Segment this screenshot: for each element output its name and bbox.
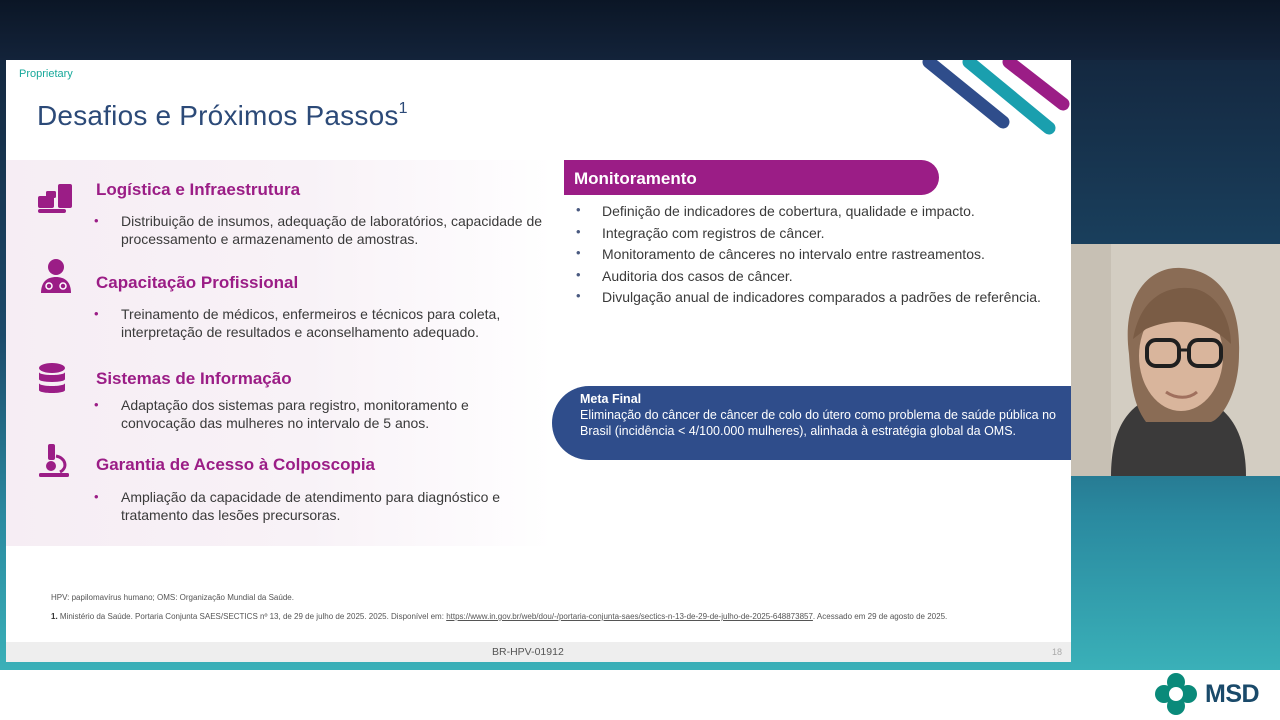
list-item <box>576 267 1066 289</box>
bullet-icon: • <box>94 489 99 504</box>
section-title: Logística e Infraestrutura <box>96 180 301 199</box>
list-item-text: Definição de indicadores de cobertura, qualidade e impacto. <box>602 203 975 219</box>
challenges-panel <box>6 160 552 546</box>
slide-code: BR-HPV-01912 <box>492 646 564 658</box>
section-title: Sistemas de Informação <box>96 369 292 388</box>
bullet-icon: • <box>94 213 99 228</box>
bullet-text: Adaptação dos sistemas para registro, monitoramento e convocação das mulheres no intervalo de 5 anos. <box>121 397 469 431</box>
presentation-slide <box>6 60 1071 662</box>
monitoramento-list <box>576 202 1066 310</box>
msd-logo-icon <box>1155 673 1197 715</box>
slide-title-text: Desafios e Próximos Passos <box>37 100 399 131</box>
slide-title <box>37 100 408 132</box>
monitoramento-header <box>564 160 939 195</box>
bullet-icon: • <box>94 306 99 321</box>
list-item-text: Divulgação anual de indicadores comparados a padrões de referência. <box>602 289 1041 305</box>
proprietary-label: Proprietary <box>19 68 73 80</box>
speaker-video <box>1071 244 1280 476</box>
decorative-stripes <box>911 60 1071 150</box>
brand-bar <box>0 670 1280 720</box>
microscope-icon <box>36 442 76 482</box>
bullet-text: Ampliação da capacidade de atendimento para diagnóstico e tratamento das lesões precursoras. <box>121 489 501 523</box>
list-item <box>576 245 1066 267</box>
doctor-icon <box>36 257 76 297</box>
reference-link[interactable]: https://www.in.gov.br/web/dou/-/portaria-conjunta-saes/sectics-n-13-de-29-de-julho-de-2025-648873857 <box>446 612 813 621</box>
bullet-icon: • <box>94 397 99 412</box>
section-title: Capacitação Profissional <box>96 273 299 292</box>
msd-logo-text: MSD <box>1205 680 1260 708</box>
reference-accessed: . Acessado em 29 de agosto de 2025. <box>812 612 948 621</box>
list-item-text: Integração com registros de câncer. <box>602 224 825 241</box>
title-reference: 1 <box>398 100 408 117</box>
section-title: Garantia de Acesso à Colposcopia <box>96 455 376 474</box>
bullet-text: Treinamento de médicos, enfermeiros e técnicos para coleta, interpretação de resultados e aconselhamento adequado. <box>121 306 501 340</box>
bullet-icon: • <box>576 202 581 217</box>
list-item <box>576 224 1066 246</box>
list-item <box>576 288 1066 310</box>
bullet-icon: • <box>576 288 581 303</box>
abbreviations-footnote: HPV: papilomavírus humano; OMS: Organização Mundial da Saúde. <box>51 593 294 602</box>
list-item-text: Auditoria dos casos de câncer. <box>602 267 793 284</box>
meta-final-box <box>552 386 1071 460</box>
meta-final-text: Eliminação do câncer de câncer de colo do útero como problema de saúde pública no Brasil (incidência < 4/100.000 mulheres), alinhada à estratégia global da OMS. <box>580 408 1056 438</box>
reference-footnote <box>51 612 947 621</box>
meta-final-title: Meta Final <box>580 392 642 406</box>
monitoramento-title: Monitoramento <box>574 169 697 188</box>
speaker-silhouette <box>1071 244 1280 476</box>
slide-footer-bar <box>6 642 1071 662</box>
database-icon <box>36 360 76 400</box>
reference-text: Ministério da Saúde. Portaria Conjunta SAES/SECTICS nº 13, de 29 de julho de 2025. 2025. Disponível em: <box>59 612 444 621</box>
list-item <box>576 202 1066 224</box>
bullet-icon: • <box>576 245 581 260</box>
bullet-icon: • <box>576 223 581 239</box>
bullet-icon: • <box>576 266 581 282</box>
reference-number: 1. <box>51 612 58 621</box>
page-number: 18 <box>1052 647 1063 657</box>
logistics-icon <box>36 179 76 219</box>
conference-background-top <box>0 0 1280 60</box>
bullet-text: Distribuição de insumos, adequação de laboratórios, capacidade de processamento e armazenamento de amostras. <box>121 213 543 247</box>
list-item-text: Monitoramento de cânceres no intervalo entre rastreamentos. <box>602 246 985 262</box>
